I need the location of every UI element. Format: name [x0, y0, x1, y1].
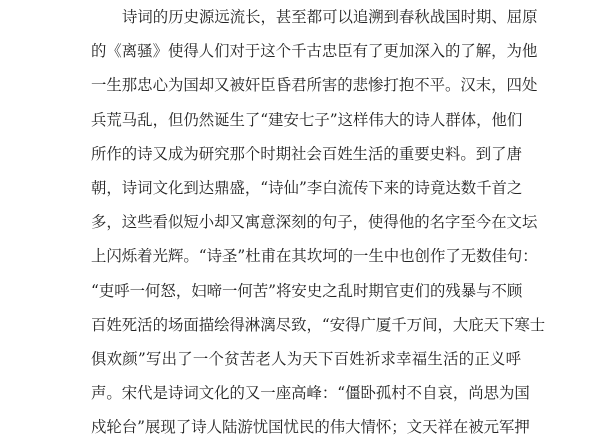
essay-paragraph [91, 0, 546, 444]
text-line: 一生那忠心为国却又被奸臣昏君所害的悲惨打抱不平。汉末，四处 [91, 76, 538, 95]
text-line: 朝，诗词文化到达鼎盛，“诗仙”李白流传下来的诗竟达数千首之 [91, 178, 523, 197]
text-line: 百姓死活的场面描绘得淋漓尽致，“安得广厦千万间，大庇天下寒士 [91, 315, 546, 334]
text-line: 俱欢颜”写出了一个贫苦老人为天下百姓祈求幸福生活的正义呼 [91, 349, 521, 368]
text-line: 所作的诗又成为研究那个时期社会百姓生活的重要史料。到了唐 [91, 144, 522, 163]
text-line: 的《离骚》使得人们对于这个千古忠臣有了更加深入的了解，为他 [91, 42, 538, 61]
text-line: 兵荒马乱，但仍然诞生了“建安七子”这样伟大的诗人群体，他们 [91, 110, 523, 129]
text-line: 多，这些看似短小却又寓意深刻的句子，使得他的名字至今在文坛 [91, 213, 538, 232]
text-line: 戍轮台”展现了诗人陆游忧国忧民的伟大情怀；文天祥在被元军押 [91, 418, 530, 437]
text-line: 诗词的历史源远流长，甚至都可以追溯到春秋战国时期、屈原 [122, 8, 538, 26]
text-line: 上闪烁着光辉。“诗圣”杜甫在其坎坷的一生中也创作了无数佳句： [91, 247, 538, 266]
text-line: “吏呼一何怒，妇啼一何苦”将安史之乱时期官吏们的残暴与不顾 [91, 281, 523, 300]
text-line: 声。宋代是诗词文化的又一座高峰：“僵卧孤村不自哀，尚思为国 [91, 384, 530, 403]
